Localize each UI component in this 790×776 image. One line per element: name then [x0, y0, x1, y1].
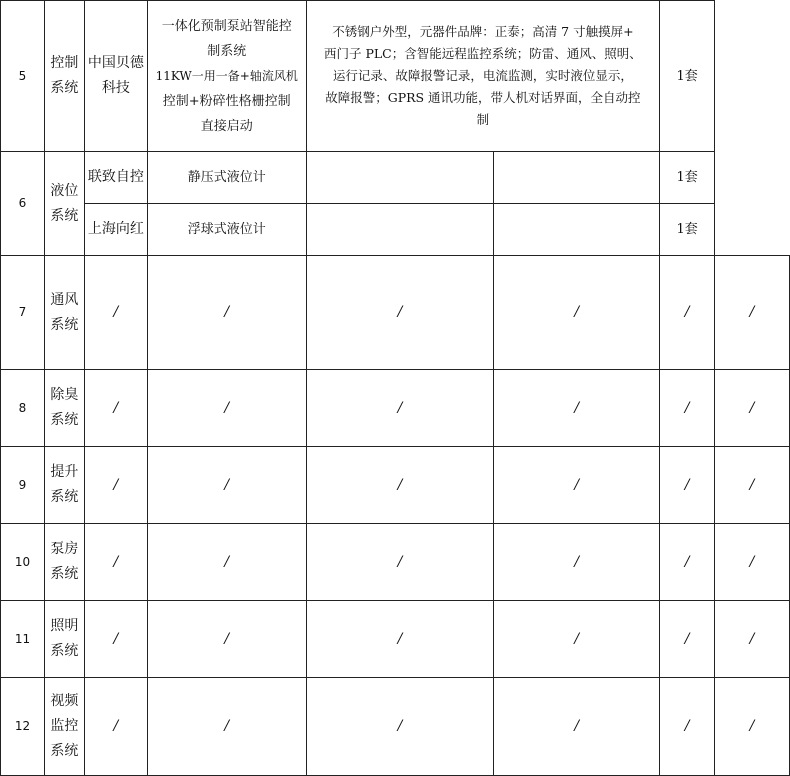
table-row-6a [1, 152, 790, 204]
row-number: 11 [1, 601, 45, 678]
table-row-10 [1, 524, 790, 601]
empty-cell [306, 152, 494, 204]
slash-cell: / [660, 370, 715, 447]
table-row-6b [1, 204, 790, 256]
slash-cell: / [84, 256, 147, 370]
slash-cell: / [306, 678, 494, 776]
slash-cell: / [147, 256, 306, 370]
slash-cell: / [147, 678, 306, 776]
slash-cell: / [715, 447, 790, 524]
slash-cell: / [84, 447, 147, 524]
slash-cell: / [84, 678, 147, 776]
quantity: 1套 [660, 204, 715, 256]
row-number: 8 [1, 370, 45, 447]
slash-cell: / [84, 370, 147, 447]
manufacturer: 联致自控 [84, 152, 147, 204]
table-row-9 [1, 447, 790, 524]
row-number: 6 [1, 152, 45, 256]
slash-cell: / [306, 256, 494, 370]
product-name: 一体化预制泵站智能控 制系统 11KW一用一备+轴流风机 控制+粉碎性格栅控制 直接启动 [147, 1, 306, 152]
system-name: 提升 系统 [44, 447, 84, 524]
product-name: 浮球式液位计 [147, 204, 306, 256]
slash-cell: / [494, 524, 660, 601]
manufacturer: 上海向红 [84, 204, 147, 256]
slash-cell: / [147, 370, 306, 447]
slash-cell: / [306, 370, 494, 447]
quantity: 1套 [660, 1, 715, 152]
empty-cell [306, 204, 494, 256]
table-row-11 [1, 601, 790, 678]
manufacturer: 中国贝德 科技 [84, 1, 147, 152]
product-name: 静压式液位计 [147, 152, 306, 204]
slash-cell: / [660, 447, 715, 524]
system-name: 液位 系统 [44, 152, 84, 256]
empty-cell [715, 1, 790, 152]
slash-cell: / [715, 601, 790, 678]
system-name: 控制 系统 [44, 1, 84, 152]
table-row-7 [1, 256, 790, 370]
slash-cell: / [147, 524, 306, 601]
slash-cell: / [494, 601, 660, 678]
system-name: 通风 系统 [44, 256, 84, 370]
system-name: 视频 监控 系统 [44, 678, 84, 776]
slash-cell: / [84, 524, 147, 601]
slash-cell: / [494, 256, 660, 370]
row-number: 12 [1, 678, 45, 776]
empty-cell [494, 152, 660, 204]
slash-cell: / [84, 601, 147, 678]
slash-cell: / [660, 601, 715, 678]
slash-cell: / [306, 524, 494, 601]
system-name: 照明 系统 [44, 601, 84, 678]
slash-cell: / [660, 678, 715, 776]
slash-cell: / [715, 678, 790, 776]
table-row-12 [1, 678, 790, 776]
row-number: 9 [1, 447, 45, 524]
table-row-5 [1, 1, 790, 152]
slash-cell: / [660, 524, 715, 601]
slash-cell: / [715, 370, 790, 447]
slash-cell: / [494, 678, 660, 776]
slash-cell: / [147, 447, 306, 524]
slash-cell: / [715, 256, 790, 370]
slash-cell: / [494, 370, 660, 447]
slash-cell: / [306, 447, 494, 524]
row-number: 10 [1, 524, 45, 601]
empty-cell [715, 152, 790, 256]
empty-cell [494, 204, 660, 256]
slash-cell: / [494, 447, 660, 524]
product-description: 不锈钢户外型，元器件品牌：正泰；高清 7 寸触摸屏+ 西门子 PLC；含智能远程监控系统；防雷、通风、照明、 运行记录、故障报警记录，电流监测，实时液位显示， 故障报警；GPRS 通讯功能，带人机对话界面，全自动控 制 [306, 1, 660, 152]
table-row-8 [1, 370, 790, 447]
row-number: 5 [1, 1, 45, 152]
slash-cell: / [306, 601, 494, 678]
slash-cell: / [660, 256, 715, 370]
slash-cell: / [147, 601, 306, 678]
system-name: 泵房 系统 [44, 524, 84, 601]
system-name: 除臭 系统 [44, 370, 84, 447]
slash-cell: / [715, 524, 790, 601]
row-number: 7 [1, 256, 45, 370]
quantity: 1套 [660, 152, 715, 204]
